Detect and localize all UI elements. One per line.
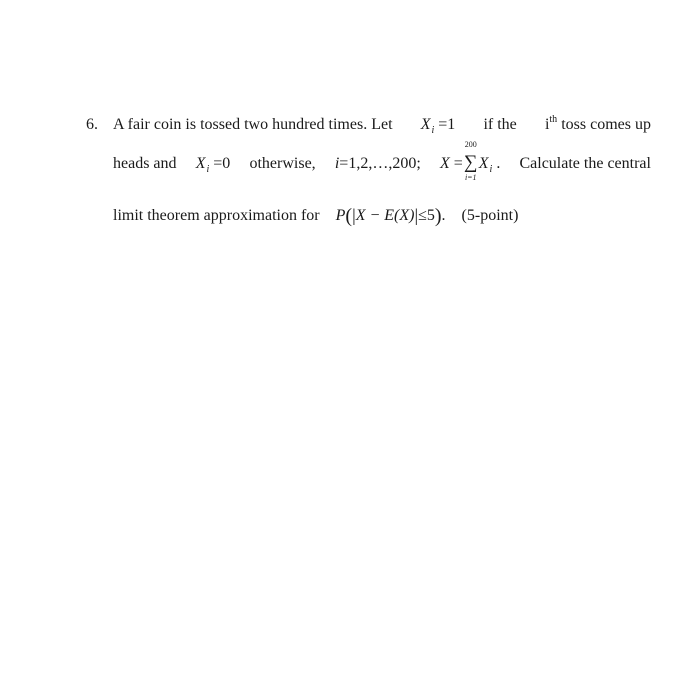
line3-text: limit theorem approximation for xyxy=(113,207,320,224)
summation-symbol: 200 ∑ i=1 xyxy=(463,140,478,182)
problem-line-2 xyxy=(113,140,651,182)
problem-number: 6. xyxy=(86,116,98,133)
line2-calculate: Calculate the central xyxy=(519,155,651,172)
line2-heads-and: heads and xyxy=(113,155,177,172)
x-i-equals-zero: $X_i =0$ xyxy=(195,155,231,175)
point-value: (5-point) xyxy=(461,207,519,224)
probability-expression: P(|X − E(X)|≤5). xyxy=(335,205,446,227)
x-i-equals-one: $X_i =1$ xyxy=(420,116,456,136)
line1-intro: A fair coin is tossed two hundred times. Let xyxy=(113,116,393,133)
problem-line-1 xyxy=(113,116,651,134)
sum-definition: X = 200 ∑ i=1 $X_i$ . xyxy=(439,140,501,182)
line1-if-the: if the xyxy=(483,116,517,133)
problem-line-3 xyxy=(113,203,651,226)
ith-toss: $i^{th}$ toss comes up xyxy=(544,114,651,133)
index-range: i=1,2,…,200; xyxy=(334,155,421,172)
line2-otherwise: otherwise, xyxy=(249,155,316,172)
